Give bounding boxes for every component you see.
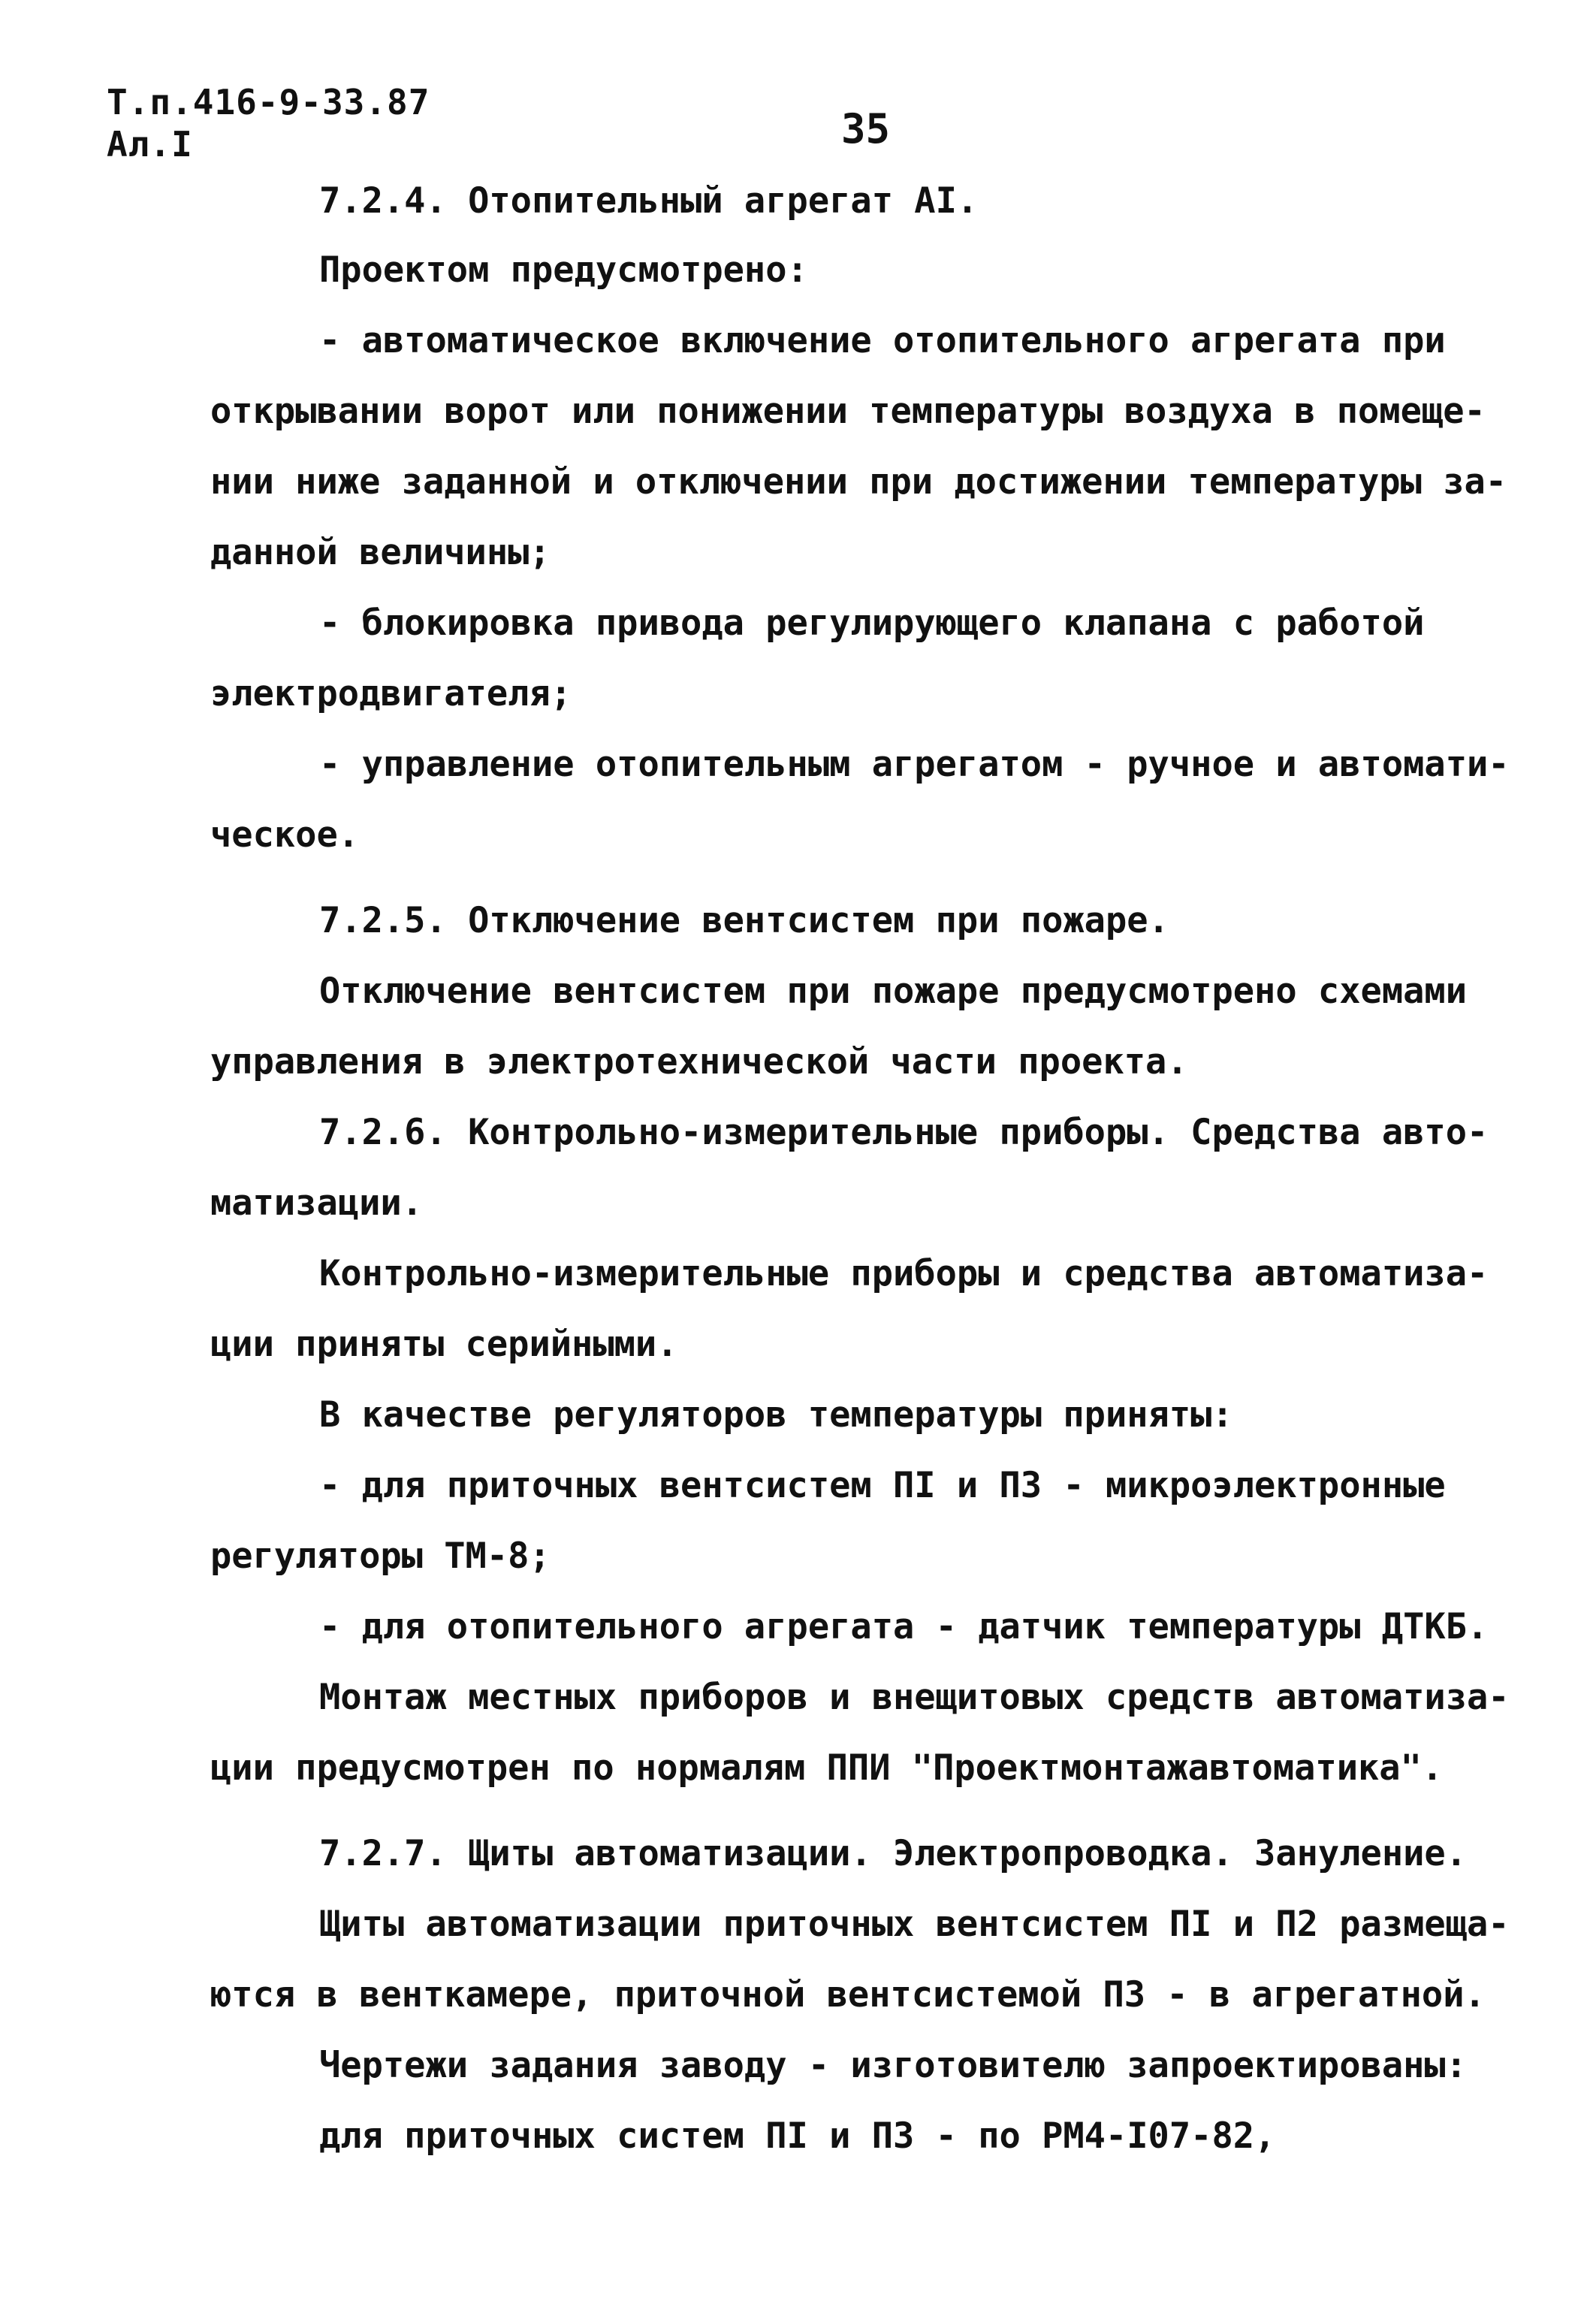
section-heading-7-2-6: 7.2.6. Контрольно-измерительные приборы. Средства авто- (319, 1112, 1489, 1153)
text-line: ются в венткамере, приточной вентсистемой П3 - в агрегатной. (210, 1974, 1486, 2016)
text-line: Чертежи задания заводу - изготовителю запроектированы: (319, 2045, 1468, 2086)
text-line: - автоматическое включение отопительного агрегата при (319, 320, 1446, 361)
text-line: нии ниже заданной и отключении при достижении температуры за- (210, 461, 1507, 503)
text-line: Контрольно-измерительные приборы и средства автоматиза- (319, 1253, 1489, 1294)
text-line: регуляторы ТМ-8; (210, 1535, 551, 1577)
text-line: матизации. (210, 1182, 423, 1224)
text-line: - блокировка привода регулирующего клапана с работой (319, 602, 1425, 644)
section-heading-7-2-7: 7.2.7. Щиты автоматизации. Электропроводка. Зануление. (319, 1833, 1468, 1874)
text-line: - управление отопительным агрегатом - ручное и автомати- (319, 744, 1510, 785)
text-line: Отключение вентсистем при пожаре предусмотрено схемами (319, 971, 1468, 1012)
text-line: ческое. (210, 814, 360, 856)
section-heading-7-2-5: 7.2.5. Отключение вентсистем при пожаре. (319, 900, 1169, 941)
text-line: открывании ворот или понижении температуры воздуха в помеще- (210, 391, 1486, 432)
text-line: электродвигателя; (210, 673, 572, 714)
text-line: управления в электротехнической части проекта. (210, 1041, 1188, 1083)
document-code (107, 81, 430, 165)
text-line: - для отопительного агрегата - датчик температуры ДТКБ. (319, 1606, 1489, 1647)
page-number: 35 (841, 105, 891, 152)
text-line: Щиты автоматизации приточных вентсистем ПI и П2 размеща- (319, 1904, 1510, 1945)
text-line: для приточных систем ПI и П3 - по РМ4-I07-82, (319, 2115, 1276, 2157)
text-line: В качестве регуляторов температуры приняты: (319, 1394, 1233, 1436)
text-line: - для приточных вентсистем ПI и П3 - микроэлектронные (319, 1465, 1446, 1506)
text-line: Монтаж местных приборов и внещитовых средств автоматиза- (319, 1677, 1510, 1718)
section-heading-7-2-4: 7.2.4. Отопительный агрегат AI. (319, 180, 979, 222)
text-line: ции предусмотрен по нормалям ППИ "Проектмонтажавтоматика". (210, 1747, 1444, 1789)
document-code-line-2: Ал.I (107, 124, 193, 165)
text-line: Проектом предусмотрено: (319, 249, 808, 291)
document-code-line-1: Т.п.416-9-33.87 (107, 82, 430, 122)
text-line: данной величины; (210, 532, 551, 573)
text-line: ции приняты серийными. (210, 1324, 678, 1365)
